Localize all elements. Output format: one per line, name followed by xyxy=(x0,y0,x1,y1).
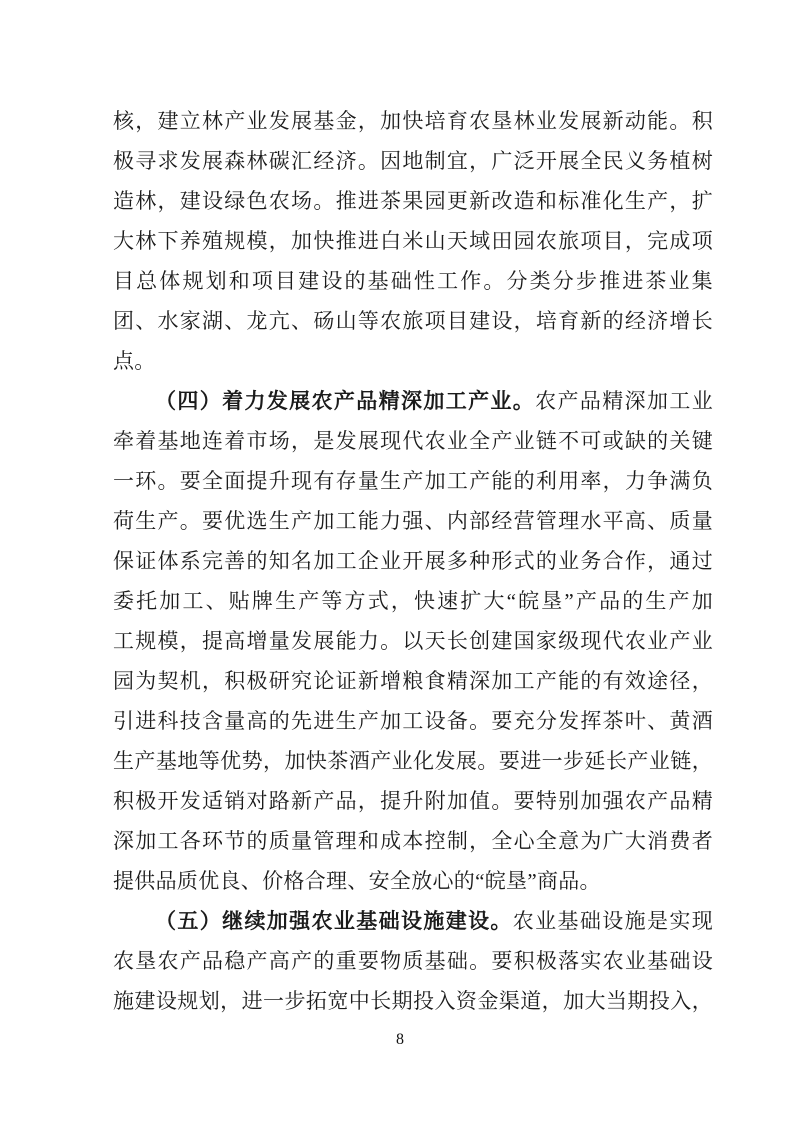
text-line: 大林下养殖规模，加快推进白米山天域田园农旅项目，完成项 xyxy=(113,229,713,253)
text-line: 牵着基地连着市场，是发展现代农业全产业链不可或缺的关键 xyxy=(113,429,713,453)
text-line: 目总体规划和项目建设的基础性工作。分类分步推进茶业集 xyxy=(113,269,713,293)
text-line: 核，建立林产业发展基金，加快培育农垦林业发展新动能。积 xyxy=(113,109,713,133)
text-line: 造林，建设绿色农场。推进茶果园更新改造和标准化生产，扩 xyxy=(113,189,713,213)
page-number: 8 xyxy=(396,1031,404,1048)
section-5-lead-text: 农业基础设施是实现 xyxy=(512,909,713,933)
text-line: 园为契机，积极研究论证新增粮食精深加工产能的有效途径， xyxy=(113,669,713,693)
text-line: 一环。要全面提升现有存量生产加工产能的利用率，力争满负 xyxy=(113,469,713,493)
section-5-heading: （五）继续加强农业基础设施建设。 xyxy=(155,909,513,933)
text-line: 点。 xyxy=(113,349,156,373)
text-line: 工规模，提高增量发展能力。以天长创建国家级现代农业产业 xyxy=(113,629,713,653)
paragraph-start-line xyxy=(113,381,713,421)
paragraph-start-line xyxy=(113,901,713,941)
text-line: 团、水家湖、龙亢、砀山等农旅项目建设，培育新的经济增长 xyxy=(113,309,713,333)
text-line: 荷生产。要优选生产加工能力强、内部经营管理水平高、质量 xyxy=(113,509,713,533)
text-line: 引进科技含量高的先进生产加工设备。要充分发挥茶叶、黄酒 xyxy=(113,709,713,733)
text-line: 积极开发适销对路新产品，提升附加值。要特别加强农产品精 xyxy=(113,789,713,813)
text-line: 生产基地等优势，加快茶酒产业化发展。要进一步延长产业链， xyxy=(113,749,713,773)
text-line: 极寻求发展森林碳汇经济。因地制宜，广泛开展全民义务植树 xyxy=(113,149,713,173)
document-body xyxy=(113,101,713,1021)
text-line: 提供品质优良、价格合理、安全放心的“皖垦”商品。 xyxy=(113,869,601,893)
text-line: 保证体系完善的知名加工企业开展多种形式的业务合作，通过 xyxy=(113,549,713,573)
text-line: 深加工各环节的质量管理和成本控制，全心全意为广大消费者 xyxy=(113,829,713,853)
section-4-heading: （四）着力发展农产品精深加工产业。 xyxy=(155,389,536,413)
text-line: 委托加工、贴牌生产等方式，快速扩大“皖垦”产品的生产加 xyxy=(113,589,713,613)
section-4-lead-text: 农产品精深加工业 xyxy=(535,389,713,413)
text-line: 施建设规划，进一步拓宽中长期投入资金渠道，加大当期投入， xyxy=(113,989,713,1013)
text-line: 农垦农产品稳产高产的重要物质基础。要积极落实农业基础设 xyxy=(113,949,713,973)
